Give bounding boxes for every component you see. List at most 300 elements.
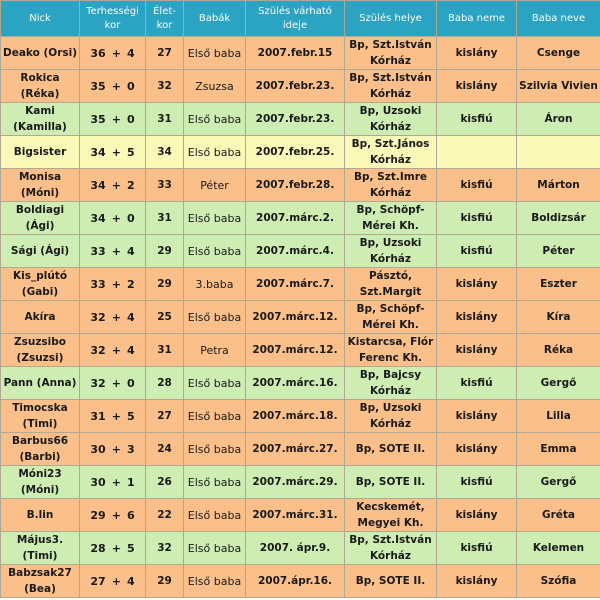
baby-name-cell: [517, 532, 600, 565]
nick-cell: [1, 235, 80, 268]
baby-name-cell: [517, 565, 600, 598]
baby-sex-value: kislány: [455, 575, 498, 587]
babak-value: Első baba: [187, 310, 242, 324]
baby-name-value: Péter: [542, 245, 575, 257]
pregnancy-days: 4: [126, 343, 135, 357]
babak-cell: [184, 400, 246, 433]
age-value: 29: [157, 245, 172, 257]
age-value: 33: [157, 179, 172, 191]
nick-cell: [1, 466, 80, 499]
nick-line-1: B.lin: [26, 509, 54, 521]
due-date-value: 2007.márc.16.: [252, 377, 338, 389]
header-nick: Nick: [1, 1, 80, 37]
due-date-cell: [246, 169, 345, 202]
baby-sex-cell: [437, 565, 517, 598]
due-date-cell: [246, 235, 345, 268]
pregnancy-weeks: 33: [90, 244, 106, 258]
age-value: 31: [157, 344, 172, 356]
pregnancy-days: 4: [126, 310, 135, 324]
place-line-1: Kistarcsa, Flór: [347, 336, 434, 348]
plus-sign: +: [111, 508, 121, 522]
birth-place-cell: [345, 499, 437, 532]
table-row: [1, 268, 600, 301]
nick-line-1: Bigsister: [13, 146, 67, 158]
pregnancy-days: 4: [126, 46, 135, 60]
pregnancy-weeks: 32: [90, 343, 106, 357]
due-date-value: 2007. ápr.9.: [259, 542, 331, 554]
birth-place-cell: [345, 367, 437, 400]
baby-name-value: Gergő: [540, 377, 577, 389]
age-value: 25: [157, 311, 172, 323]
babak-value: Első baba: [187, 442, 242, 456]
place-line-2: Mérei Kh.: [362, 220, 419, 232]
nick-line-1: Boldiagi: [15, 204, 65, 216]
place-line-2: Kórház: [369, 418, 411, 430]
pregnancy-days: 2: [126, 178, 135, 192]
plus-sign: +: [111, 310, 121, 324]
babak-value: 3.baba: [195, 277, 234, 291]
due-date-value: 2007.márc.12.: [252, 344, 338, 356]
age-cell: [146, 400, 184, 433]
age-cell: [146, 235, 184, 268]
nick-cell: [1, 367, 80, 400]
plus-sign: +: [111, 46, 121, 60]
babak-cell: [184, 136, 246, 169]
pregnancy-days: 0: [126, 211, 135, 225]
plus-sign: +: [111, 277, 121, 291]
baby-name-value: Eszter: [540, 278, 577, 290]
due-date-cell: [246, 301, 345, 334]
birth-place-cell: [345, 334, 437, 367]
baby-name-value: Szófia: [540, 575, 577, 587]
nick-cell: [1, 136, 80, 169]
plus-sign: +: [111, 574, 121, 588]
place-line-1: Bp, Uzsoki: [359, 402, 422, 414]
nick-line-2: (Barbi): [19, 451, 61, 463]
baby-name-value: Szilvia Vivien: [519, 80, 598, 92]
baby-name-value: Gréta: [541, 509, 576, 521]
nick-cell: [1, 301, 80, 334]
due-date-value: 2007.ápr.16.: [257, 575, 333, 587]
place-line-2: Ferenc Kh.: [358, 352, 423, 364]
baby-name-value: Áron: [544, 113, 573, 125]
nick-cell: [1, 400, 80, 433]
place-line-2: Kórház: [369, 550, 411, 562]
babak-cell: [184, 301, 246, 334]
due-date-value: 2007.febr.25.: [255, 146, 335, 158]
babak-value: Első baba: [187, 46, 242, 60]
pregnancy-days: 0: [126, 112, 135, 126]
due-date-cell: [246, 136, 345, 169]
due-date-cell: [246, 268, 345, 301]
baby-name-value: Gergő: [540, 476, 577, 488]
place-line-1: Bp, SOTE II.: [355, 443, 426, 455]
baby-name-value: Lilla: [546, 410, 571, 422]
place-line-1: Bp, Szt.István: [349, 39, 432, 51]
baby-name-value: Emma: [540, 443, 577, 455]
baby-name-cell: [517, 466, 600, 499]
plus-sign: +: [111, 541, 121, 555]
age-value: 34: [157, 146, 172, 158]
baby-sex-cell: [437, 301, 517, 334]
pregnancy-age-cell: [80, 136, 146, 169]
due-date-cell: [246, 466, 345, 499]
age-value: 27: [157, 47, 172, 59]
babak-cell: [184, 202, 246, 235]
birth-place-cell: [345, 268, 437, 301]
place-line-1: Bp, Szt.István: [349, 534, 432, 546]
age-cell: [146, 136, 184, 169]
babak-value: Zsuzsa: [195, 79, 234, 93]
baby-sex-value: kislány: [455, 311, 498, 323]
due-date-value: 2007.febr.23.: [255, 80, 335, 92]
baby-sex-value: kislány: [455, 443, 498, 455]
baby-sex-cell: [437, 433, 517, 466]
place-line-2: Kórház: [369, 385, 411, 397]
nick-line-1: Akíra: [24, 311, 56, 323]
birth-place-cell: [345, 136, 437, 169]
due-date-value: 2007.márc.12.: [252, 311, 338, 323]
baby-name-value: Kelemen: [532, 542, 585, 554]
nick-line-1: Kami: [25, 105, 55, 117]
age-cell: [146, 565, 184, 598]
babak-value: Első baba: [187, 145, 242, 159]
plus-sign: +: [111, 79, 121, 93]
header-babak: Babák: [184, 1, 246, 37]
pregnancy-days: 2: [126, 277, 135, 291]
due-date-value: 2007.márc.29.: [252, 476, 338, 488]
nick-cell: [1, 70, 80, 103]
baby-name-cell: [517, 367, 600, 400]
header-terhessegi-kor: Terhességi kor: [80, 1, 146, 37]
babak-value: Petra: [200, 343, 229, 357]
birth-place-cell: [345, 37, 437, 70]
babak-cell: [184, 565, 246, 598]
baby-sex-value: kislány: [455, 80, 498, 92]
babak-value: Első baba: [187, 244, 242, 258]
baby-name-cell: [517, 400, 600, 433]
pregnancy-age-cell: [80, 400, 146, 433]
nick-line-1: Zsuzsibo: [13, 336, 67, 348]
birth-place-cell: [345, 433, 437, 466]
table-row: [1, 565, 600, 598]
place-line-2: Kórház: [369, 187, 411, 199]
age-cell: [146, 433, 184, 466]
pregnancy-weeks: 31: [90, 409, 106, 423]
age-value: 28: [157, 377, 172, 389]
pregnancy-age-cell: [80, 103, 146, 136]
nick-line-1: Móni23: [18, 468, 62, 480]
nick-line-1: Május3.: [16, 534, 64, 546]
header-baba-neme: Baba neme: [437, 1, 517, 37]
age-value: 31: [157, 212, 172, 224]
babak-value: Első baba: [187, 574, 242, 588]
nick-line-1: Sági (Ági): [10, 245, 70, 257]
age-cell: [146, 499, 184, 532]
nick-line-1: Deako (Orsi): [3, 47, 78, 59]
birth-place-cell: [345, 301, 437, 334]
pregnancy-age-cell: [80, 301, 146, 334]
table-row: [1, 499, 600, 532]
pregnancy-weeks: 30: [90, 442, 106, 456]
age-cell: [146, 268, 184, 301]
age-value: 31: [157, 113, 172, 125]
header-szules-helye: Szülés helye: [345, 1, 437, 37]
due-date-cell: [246, 202, 345, 235]
place-line-1: Bp, Schöpf-: [356, 204, 425, 216]
pregnancy-weeks: 30: [90, 475, 106, 489]
due-date-cell: [246, 532, 345, 565]
place-line-2: Megyei Kh.: [357, 517, 424, 529]
pregnancy-weeks: 36: [90, 46, 106, 60]
due-date-cell: [246, 433, 345, 466]
place-line-1: Bp, Szt.István: [349, 72, 432, 84]
header-varhato-ideje: Szülés várható ideje: [246, 1, 345, 37]
pregnancy-days: 6: [126, 508, 135, 522]
nick-line-2: (Gabi): [21, 286, 59, 298]
babak-value: Első baba: [187, 508, 242, 522]
table-row: [1, 466, 600, 499]
pregnancy-weeks: 33: [90, 277, 106, 291]
table-row: [1, 367, 600, 400]
nick-line-1: Monisa: [18, 171, 62, 183]
baby-name-cell: [517, 169, 600, 202]
plus-sign: +: [111, 112, 121, 126]
baby-sex-cell: [437, 37, 517, 70]
nick-line-2: (Zsuzsi): [16, 352, 64, 364]
nick-line-2: (Réka): [20, 88, 60, 100]
nick-line-1: Rokica: [20, 72, 60, 84]
pregnancy-weeks: 34: [90, 178, 106, 192]
header-eletkor: Élet-kor: [146, 1, 184, 37]
pregnancy-weeks: 32: [90, 376, 106, 390]
nick-line-1: Barbus66: [11, 435, 69, 447]
due-date-value: 2007.márc.31.: [252, 509, 338, 521]
babak-value: Első baba: [187, 409, 242, 423]
baby-sex-cell: [437, 136, 517, 169]
place-line-1: Bp, Bajcsy: [359, 369, 422, 381]
pregnancy-days: 4: [126, 574, 135, 588]
pregnancy-weeks: 27: [90, 574, 106, 588]
plus-sign: +: [111, 475, 121, 489]
due-date-cell: [246, 499, 345, 532]
due-date-value: 2007.márc.7.: [256, 278, 334, 290]
place-line-1: Kecskemét,: [356, 501, 425, 513]
birth-place-cell: [345, 532, 437, 565]
plus-sign: +: [111, 145, 121, 159]
age-cell: [146, 301, 184, 334]
babak-cell: [184, 334, 246, 367]
baby-name-cell: [517, 499, 600, 532]
birth-place-cell: [345, 70, 437, 103]
plus-sign: +: [111, 376, 121, 390]
plus-sign: +: [111, 409, 121, 423]
place-line-2: Kórház: [369, 154, 411, 166]
baby-sex-cell: [437, 169, 517, 202]
baby-name-value: Réka: [543, 344, 574, 356]
nick-line-2: (Kamilla): [13, 121, 67, 133]
due-date-cell: [246, 70, 345, 103]
pregnancy-age-cell: [80, 70, 146, 103]
baby-sex-cell: [437, 466, 517, 499]
nick-line-2: (Bea): [24, 583, 56, 595]
age-value: 27: [157, 410, 172, 422]
pregnancy-weeks: 32: [90, 310, 106, 324]
pregnancy-weeks: 35: [90, 112, 106, 126]
babak-value: Péter: [200, 178, 229, 192]
plus-sign: +: [111, 178, 121, 192]
pregnancy-days: 3: [126, 442, 135, 456]
nick-line-2: (Timi): [22, 550, 58, 562]
babak-value: Első baba: [187, 475, 242, 489]
baby-name-cell: [517, 202, 600, 235]
table-row: [1, 433, 600, 466]
nick-cell: [1, 565, 80, 598]
pregnancy-weeks: 34: [90, 145, 106, 159]
babak-value: Első baba: [187, 211, 242, 225]
pregnancy-age-cell: [80, 565, 146, 598]
babak-cell: [184, 499, 246, 532]
due-date-cell: [246, 103, 345, 136]
age-cell: [146, 532, 184, 565]
baby-sex-value: kislány: [455, 278, 498, 290]
place-line-2: Kórház: [369, 121, 411, 133]
due-date-value: 2007.márc.18.: [252, 410, 338, 422]
due-date-cell: [246, 367, 345, 400]
due-date-value: 2007.febr.28.: [255, 179, 335, 191]
nick-cell: [1, 37, 80, 70]
age-cell: [146, 169, 184, 202]
baby-name-value: Kíra: [546, 311, 571, 323]
age-value: 24: [157, 443, 172, 455]
nick-line-2: (Móni): [20, 187, 60, 199]
table-row: [1, 70, 600, 103]
due-date-value: 2007.márc.27.: [252, 443, 338, 455]
age-cell: [146, 37, 184, 70]
pregnancy-days: 4: [126, 244, 135, 258]
baby-name-cell: [517, 37, 600, 70]
nick-line-2: (Móni): [20, 484, 60, 496]
pregnancy-age-cell: [80, 532, 146, 565]
pregnancy-age-cell: [80, 169, 146, 202]
baby-sex-value: kisfiú: [460, 476, 493, 488]
baby-sex-cell: [437, 499, 517, 532]
plus-sign: +: [111, 343, 121, 357]
nick-line-2: (Timi): [22, 418, 58, 430]
babak-cell: [184, 235, 246, 268]
babak-cell: [184, 103, 246, 136]
plus-sign: +: [111, 211, 121, 225]
baby-sex-value: kisfiú: [460, 245, 493, 257]
place-line-1: Bp, Uzsoki: [359, 105, 422, 117]
pregnancy-weeks: 29: [90, 508, 106, 522]
age-value: 32: [157, 542, 172, 554]
age-value: 32: [157, 80, 172, 92]
baby-name-value: Márton: [537, 179, 580, 191]
nick-line-1: Timocska: [12, 402, 68, 414]
place-line-2: Kórház: [369, 55, 411, 67]
pregnancy-days: 1: [126, 475, 135, 489]
birth-place-cell: [345, 466, 437, 499]
baby-name-cell: [517, 103, 600, 136]
nick-cell: [1, 334, 80, 367]
nick-line-1: Pann (Anna): [3, 377, 77, 389]
babak-value: Első baba: [187, 112, 242, 126]
babak-cell: [184, 37, 246, 70]
pregnancy-days: 0: [126, 376, 135, 390]
due-date-value: 2007.márc.2.: [256, 212, 334, 224]
pregnancy-weeks: 34: [90, 211, 106, 225]
nick-cell: [1, 169, 80, 202]
baby-name-value: Csenge: [536, 47, 581, 59]
pregnancy-days: 5: [126, 409, 135, 423]
pregnancy-weeks: 28: [90, 541, 106, 555]
baby-name-cell: [517, 268, 600, 301]
babak-value: Első baba: [187, 376, 242, 390]
header-row: [1, 1, 600, 37]
pregnancy-age-cell: [80, 37, 146, 70]
age-cell: [146, 367, 184, 400]
table-row: [1, 169, 600, 202]
baby-sex-cell: [437, 235, 517, 268]
due-date-cell: [246, 400, 345, 433]
place-line-1: Pásztó,: [368, 270, 413, 282]
age-value: 22: [157, 509, 172, 521]
table-row: [1, 532, 600, 565]
table-row: [1, 136, 600, 169]
place-line-1: Bp, SOTE II.: [355, 476, 426, 488]
baby-sex-value: kisfiú: [460, 542, 493, 554]
baby-name-cell: [517, 70, 600, 103]
baby-sex-value: kisfiú: [460, 377, 493, 389]
pregnancy-age-cell: [80, 433, 146, 466]
babak-cell: [184, 466, 246, 499]
babak-cell: [184, 70, 246, 103]
baby-name-cell: [517, 136, 600, 169]
birth-place-cell: [345, 103, 437, 136]
table-body: [1, 37, 600, 598]
nick-cell: [1, 532, 80, 565]
pregnancy-age-cell: [80, 499, 146, 532]
age-cell: [146, 466, 184, 499]
place-line-1: Bp, SOTE II.: [355, 575, 426, 587]
age-cell: [146, 334, 184, 367]
pregnancy-age-cell: [80, 466, 146, 499]
nick-line-1: Kis_plútó: [12, 270, 68, 282]
table-row: [1, 37, 600, 70]
place-line-2: Kórház: [369, 88, 411, 100]
table-row: [1, 235, 600, 268]
table-row: [1, 103, 600, 136]
age-value: 29: [157, 278, 172, 290]
nick-cell: [1, 268, 80, 301]
due-date-cell: [246, 37, 345, 70]
babak-cell: [184, 268, 246, 301]
pregnancy-age-cell: [80, 334, 146, 367]
baby-sex-value: kislány: [455, 344, 498, 356]
pregnancy-age-cell: [80, 367, 146, 400]
baby-sex-value: kisfiú: [460, 113, 493, 125]
due-date-cell: [246, 334, 345, 367]
babak-cell: [184, 169, 246, 202]
plus-sign: +: [111, 442, 121, 456]
place-line-1: Bp, Szt.János: [351, 138, 430, 150]
baby-sex-value: kislány: [455, 47, 498, 59]
header-baba-neve: Baba neve: [517, 1, 600, 37]
pregnancy-days: 0: [126, 79, 135, 93]
due-date-value: 2007.febr.15: [257, 47, 333, 59]
baby-sex-cell: [437, 532, 517, 565]
